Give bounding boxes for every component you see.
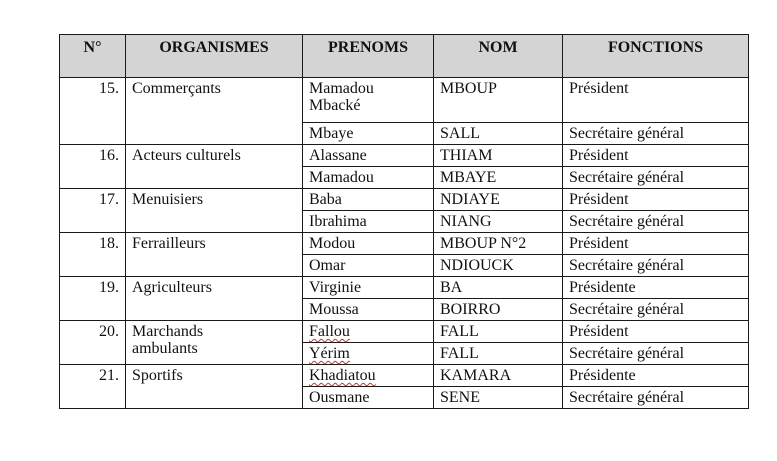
header-organismes: ORGANISMES [126, 35, 303, 78]
fonction-cell: Secrétaire général [563, 211, 749, 233]
table-row [60, 145, 749, 167]
fonction-cell: Président [563, 321, 749, 343]
nom-cell: MBAYE [434, 167, 563, 189]
fonction-cell: Président [563, 189, 749, 211]
prenom-cell: Mamadou Mbacké [303, 78, 434, 123]
header-num: N° [60, 35, 126, 78]
fonction-cell: Présidente [563, 365, 749, 387]
nom-cell: SALL [434, 123, 563, 145]
row-number: 15. [60, 78, 126, 145]
prenom-cell: Khadiatou [303, 365, 434, 387]
fonction-cell: Secrétaire général [563, 299, 749, 321]
nom-cell: NIANG [434, 211, 563, 233]
table-row [60, 365, 749, 387]
organisme-cell: Sportifs [126, 365, 303, 409]
organisme-cell: Menuisiers [126, 189, 303, 233]
organisme-cell: Acteurs culturels [126, 145, 303, 189]
organisme-cell: Ferrailleurs [126, 233, 303, 277]
roster-table [59, 34, 749, 409]
prenom-cell: Omar [303, 255, 434, 277]
header-prenoms: PRENOMS [303, 35, 434, 78]
fonction-cell: Président [563, 233, 749, 255]
row-number: 16. [60, 145, 126, 189]
header-row [60, 35, 749, 78]
row-number: 18. [60, 233, 126, 277]
nom-cell: THIAM [434, 145, 563, 167]
nom-cell: NDIOUCK [434, 255, 563, 277]
fonction-cell: Président [563, 78, 749, 123]
nom-cell: MBOUP [434, 78, 563, 123]
header-nom: NOM [434, 35, 563, 78]
fonction-cell: Président [563, 145, 749, 167]
row-number: 21. [60, 365, 126, 409]
nom-cell: FALL [434, 343, 563, 365]
nom-cell: MBOUP N°2 [434, 233, 563, 255]
nom-cell: BOIRRO [434, 299, 563, 321]
table-body [60, 78, 749, 409]
prenom-cell: Mamadou [303, 167, 434, 189]
prenom-cell: Alassane [303, 145, 434, 167]
prenom-cell: Modou [303, 233, 434, 255]
fonction-cell: Secrétaire général [563, 343, 749, 365]
table-row [60, 321, 749, 343]
fonction-cell: Présidente [563, 277, 749, 299]
organisme-cell: Marchands ambulants [126, 321, 303, 365]
prenom-cell: Ibrahima [303, 211, 434, 233]
prenom-cell: Baba [303, 189, 434, 211]
row-number: 17. [60, 189, 126, 233]
table-row [60, 78, 749, 123]
fonction-cell: Secrétaire général [563, 123, 749, 145]
nom-cell: FALL [434, 321, 563, 343]
prenom-cell: Moussa [303, 299, 434, 321]
prenom-cell: Virginie [303, 277, 434, 299]
prenom-cell: Yérim [303, 343, 434, 365]
table-row [60, 189, 749, 211]
row-number: 19. [60, 277, 126, 321]
table-row [60, 233, 749, 255]
table-header [60, 35, 749, 78]
header-fonctions: FONCTIONS [563, 35, 749, 78]
organisme-cell: Commerçants [126, 78, 303, 145]
nom-cell: SENE [434, 387, 563, 409]
fonction-cell: Secrétaire général [563, 167, 749, 189]
prenom-cell: Ousmane [303, 387, 434, 409]
fonction-cell: Secrétaire général [563, 387, 749, 409]
nom-cell: BA [434, 277, 563, 299]
nom-cell: NDIAYE [434, 189, 563, 211]
organisme-cell: Agriculteurs [126, 277, 303, 321]
table-row [60, 277, 749, 299]
prenom-cell: Fallou [303, 321, 434, 343]
nom-cell: KAMARA [434, 365, 563, 387]
row-number: 20. [60, 321, 126, 365]
prenom-cell: Mbaye [303, 123, 434, 145]
fonction-cell: Secrétaire général [563, 255, 749, 277]
